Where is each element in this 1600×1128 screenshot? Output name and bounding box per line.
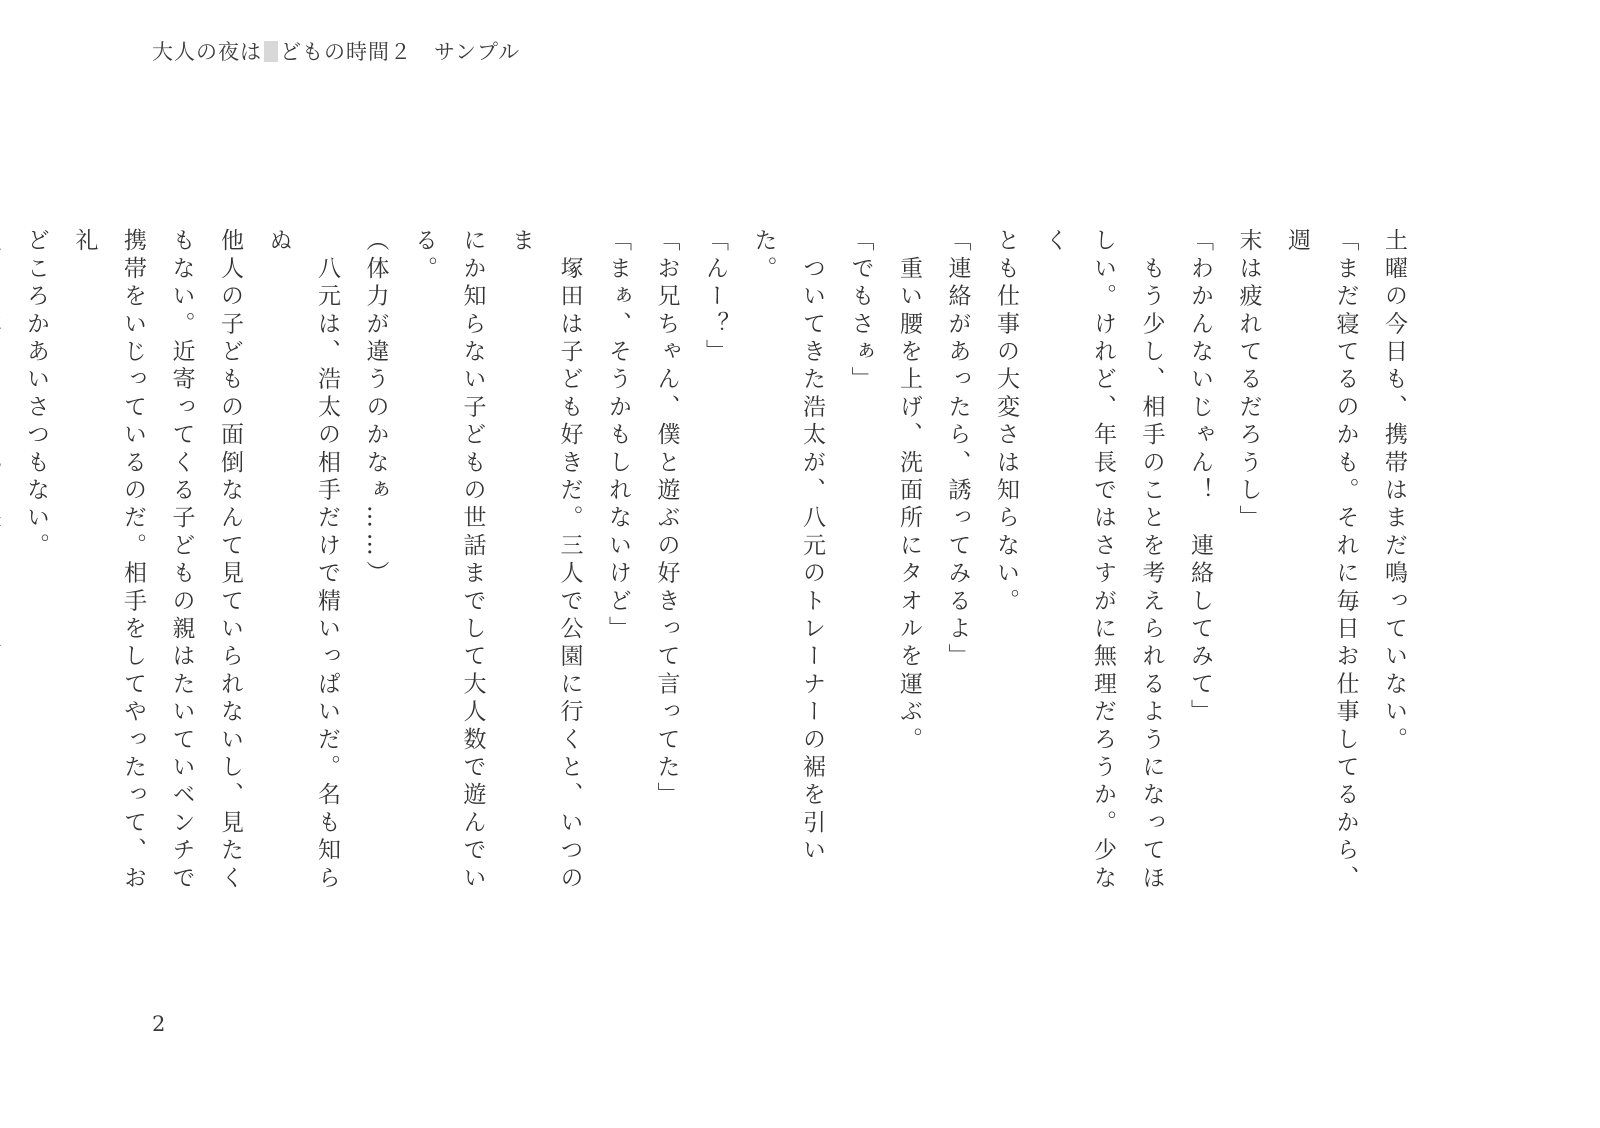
text-line: 「まぁ、そうかもしれないけど」 [605, 228, 631, 644]
page-number: 2 [152, 1012, 166, 1036]
text-line [0, 228, 12, 908]
text-line: とも仕事の大変さは知らない。 [993, 228, 1019, 616]
text-line: ついてきた浩太が、八元のトレーナーの裾を引いた。 [750, 228, 825, 866]
text-line: もう少し、相手のことを考えられるようになってほ [1138, 228, 1165, 893]
header-title-part-2: どもの時間２ サンプル [280, 40, 521, 64]
header-title-part-1: 大人の夜は [152, 40, 262, 64]
text-line: 塚田は子ども好きだ。三人で公園に行くと、いつのま [508, 228, 583, 893]
text-line: どころかあいさつもない。 [23, 228, 49, 561]
text-line: しい。けれど、年長ではさすがに無理だろうか。少なく [1041, 228, 1116, 893]
text-line: 末は疲れてるだろうし」 [1235, 228, 1262, 533]
text-line: 八元は、浩太の相手だけで精いっぱいだ。名も知らぬ [265, 228, 340, 893]
text-line: 「お兄ちゃん、僕と遊ぶの好きって言ってた」 [653, 228, 680, 810]
text-line: 「でもさぁ」 [847, 228, 874, 395]
vertical-body-text [23, 228, 1418, 908]
text-line: る。 [411, 228, 437, 284]
text-line: 他人の子どもの面倒なんて見ていられないし、見たく [217, 228, 243, 893]
text-line: 「んー？」 [702, 228, 728, 367]
text-line: 「まだ寝てるのかも。それに毎日お仕事してるから、週 [1284, 228, 1359, 893]
text-line: 「連絡があったら、誘ってみるよ」 [944, 228, 971, 672]
text-line: 「わかんないじゃん！ 連絡してみて」 [1187, 228, 1213, 727]
text-line: 土曜の今日も、携帯はまだ鳴っていない。 [1381, 228, 1407, 755]
text-line: もない。近寄ってくる子どもの親はたいていベンチで [168, 228, 195, 893]
text-line: にか知らない子どもの世話までして大人数で遊んでい [459, 228, 486, 893]
text-line: 携帯をいじっているのだ。相手をしてやったって、お礼 [71, 228, 146, 893]
text-line: （体力が違うのかなぁ……） [362, 228, 389, 589]
text-line: 重い腰を上げ、洗面所にタオルを運ぶ。 [896, 228, 922, 755]
running-header [152, 36, 520, 68]
redacted-character [264, 41, 278, 62]
